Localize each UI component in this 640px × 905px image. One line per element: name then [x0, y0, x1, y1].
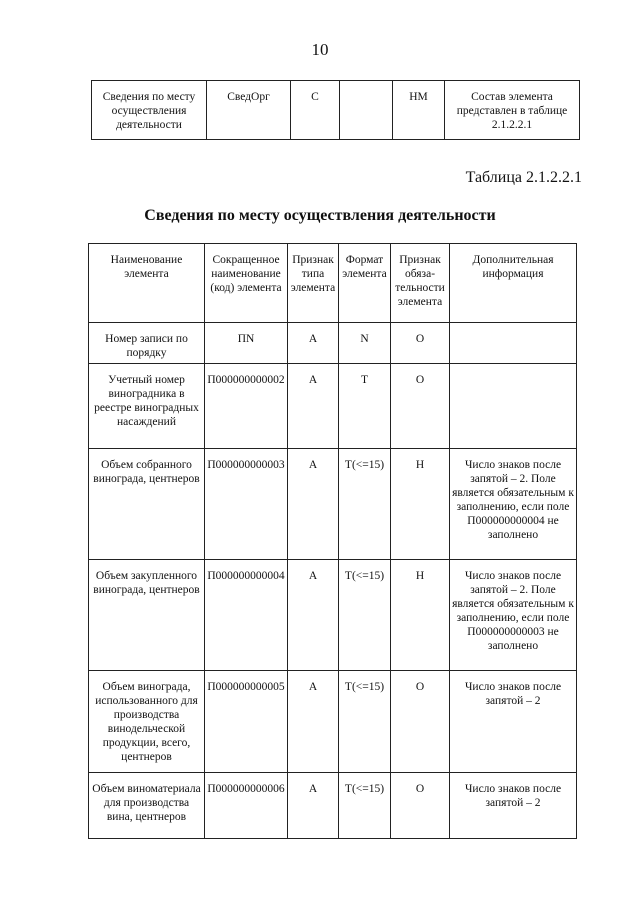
table-cell: T(<=15) [339, 560, 391, 671]
table-cell: О [391, 364, 450, 449]
table-row [92, 81, 580, 140]
table-cell: T [339, 364, 391, 449]
table-cell: T(<=15) [339, 773, 391, 839]
table-cell: А [288, 323, 339, 364]
table-cell: Объем винограда, использованного для производства винодельческой продукции, всего, центнеров [89, 671, 205, 773]
table-row [89, 560, 577, 671]
table-cell: О [391, 323, 450, 364]
table-cell [450, 364, 577, 449]
page-number: 10 [311, 40, 329, 59]
top-table-fragment [91, 80, 580, 140]
table-cell: ПN [205, 323, 288, 364]
column-header: Формат элемента [339, 244, 391, 323]
table-cell: О [391, 671, 450, 773]
column-header: Наименование элемента [89, 244, 205, 323]
table-cell: T(<=15) [339, 449, 391, 560]
table-row [89, 323, 577, 364]
table-cell: Номер записи по порядку [89, 323, 205, 364]
column-header: Сокращенное наименование (код) элемента [205, 244, 288, 323]
table-caption: Таблица 2.1.2.2.1 [465, 169, 582, 186]
column-header: Признак обяза-тельности элемента [391, 244, 450, 323]
table-cell: СведОрг [207, 81, 291, 140]
table-cell: П000000000005 [205, 671, 288, 773]
table-header-row [89, 244, 577, 323]
table-cell: А [288, 449, 339, 560]
table-cell: Число знаков после запятой – 2. Поле является обязательным к заполнению, если поле П000000000004 не заполнено [450, 449, 577, 560]
table-cell: T(<=15) [339, 671, 391, 773]
column-header: Дополнительная информация [450, 244, 577, 323]
table-cell: П000000000004 [205, 560, 288, 671]
column-header: Признак типа элемента [288, 244, 339, 323]
table-cell: Сведения по месту осуществления деятельности [92, 81, 207, 140]
table-cell: П000000000003 [205, 449, 288, 560]
table-cell: А [288, 671, 339, 773]
table-cell: Объем закупленного винограда, центнеров [89, 560, 205, 671]
main-table [88, 243, 577, 839]
table-cell: Число знаков после запятой – 2 [450, 671, 577, 773]
table-cell: Н [391, 560, 450, 671]
table-cell [450, 323, 577, 364]
table-cell: С [291, 81, 340, 140]
table-cell: А [288, 560, 339, 671]
table-cell: Число знаков после запятой – 2. Поле является обязательным к заполнению, если поле П000000000003 не заполнено [450, 560, 577, 671]
table-cell: П000000000002 [205, 364, 288, 449]
table-row [89, 364, 577, 449]
table-cell: N [339, 323, 391, 364]
table-cell: Н [391, 449, 450, 560]
table-cell: Состав элемента представлен в таблице 2.1.2.2.1 [445, 81, 580, 140]
table-cell: О [391, 773, 450, 839]
table-cell: А [288, 364, 339, 449]
table-cell: Учетный номер виноградника в реестре виноградных насаждений [89, 364, 205, 449]
table-cell: НМ [393, 81, 445, 140]
table-cell: А [288, 773, 339, 839]
table-row [89, 671, 577, 773]
table-cell: П000000000006 [205, 773, 288, 839]
table-row [89, 773, 577, 839]
table-cell: Объем виноматериала для производства вина, центнеров [89, 773, 205, 839]
table-cell: Объем собранного винограда, центнеров [89, 449, 205, 560]
table-title: Сведения по месту осуществления деятельности [144, 207, 496, 224]
table-row [89, 449, 577, 560]
table-cell [340, 81, 393, 140]
table-cell: Число знаков после запятой – 2 [450, 773, 577, 839]
